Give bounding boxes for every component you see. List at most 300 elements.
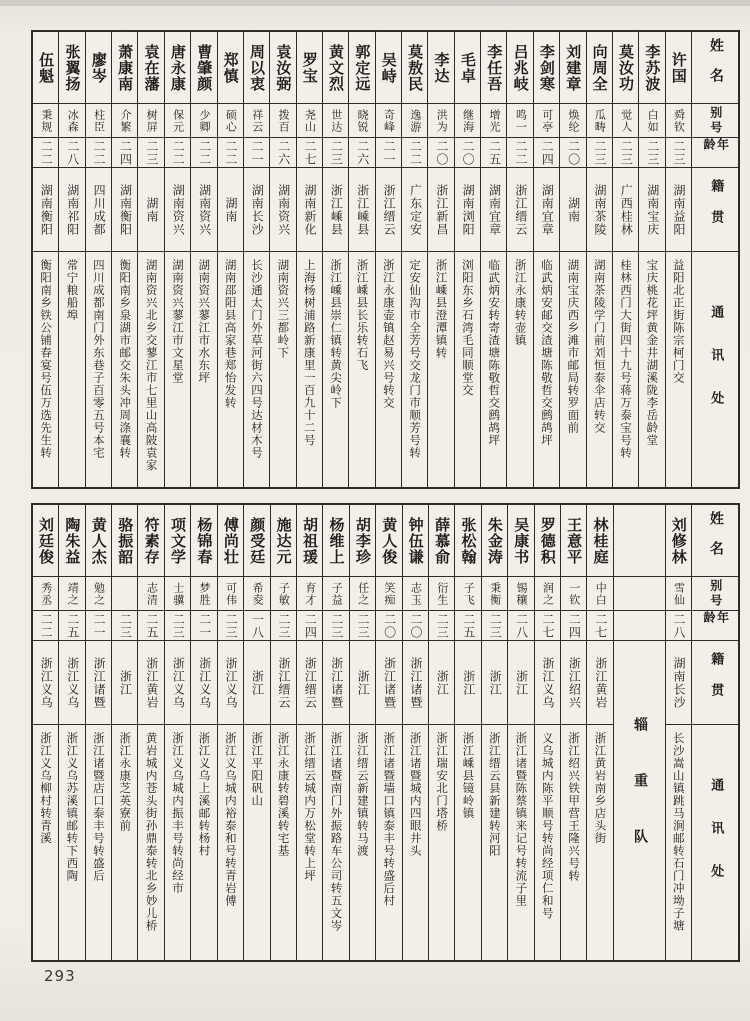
person-origin-cell: 湖南资兴 <box>270 168 295 252</box>
person-alias-cell: 育才 <box>297 577 322 611</box>
person-alias-cell: 世达 <box>323 104 348 138</box>
header-column <box>691 32 738 487</box>
header-origin: 籍贯 <box>692 168 738 252</box>
person-age-cell: 二三 <box>112 611 137 641</box>
person-origin-cell: 浙江 <box>350 641 375 725</box>
person-column <box>137 505 163 960</box>
person-name-cell: 王意平 <box>561 505 586 577</box>
person-origin-cell: 浙江缙云 <box>376 168 401 252</box>
person-name-cell: 向周全 <box>587 32 612 104</box>
person-origin-cell: 湖南衡阳 <box>112 168 137 252</box>
person-column <box>665 505 691 960</box>
person-origin-cell: 湖南长沙 <box>244 168 269 252</box>
person-name-cell: 李达 <box>428 32 453 104</box>
person-column <box>164 32 190 487</box>
person-name-cell: 周以衷 <box>244 32 269 104</box>
person-address-cell: 衡阳南乡铁公铺春宴号伍万选先生转 <box>39 259 54 459</box>
person-address-cell: 临武炳安转寄渣塘陈敬哲交鹧鸪坪 <box>487 259 502 447</box>
person-origin-cell: 湖南长沙 <box>666 641 691 725</box>
person-address-cell: 浙江义乌城内振丰号转尚经市 <box>171 732 186 895</box>
header-origin: 籍贯 <box>692 641 738 725</box>
person-age-cell: 二三 <box>218 611 243 641</box>
person-age-cell: 二七 <box>587 611 612 641</box>
person-age-cell: 二四 <box>561 611 586 641</box>
person-alias-cell: 舜钦 <box>666 104 691 138</box>
person-column <box>111 32 137 487</box>
person-alias-cell: 鸣一 <box>507 104 532 138</box>
person-age-cell: 二二 <box>191 138 216 168</box>
person-name-cell: 伍魁 <box>33 32 58 104</box>
person-address-cell: 浙江永康芝英寮前 <box>118 732 133 832</box>
person-address-cell: 桂林西门大街四十九号蒋万泰宝号转 <box>619 259 634 459</box>
person-name-cell: 郭定远 <box>349 32 374 104</box>
person-alias-cell: 一钦 <box>561 577 586 611</box>
person-age-cell: 二二 <box>218 138 243 168</box>
person-origin-cell: 浙江义乌 <box>191 641 216 725</box>
person-origin-cell: 浙江缙云 <box>297 641 322 725</box>
person-column <box>534 505 560 960</box>
person-address-cell: 浙江义乌上溪邮转杨村 <box>197 732 212 857</box>
person-age-cell: 二三 <box>482 611 507 641</box>
person-alias-cell: 冰森 <box>59 104 84 138</box>
person-name-cell: 莫汝功 <box>613 32 638 104</box>
person-origin-cell: 四川成都 <box>86 168 111 252</box>
person-origin-cell: 湖南 <box>560 168 585 252</box>
person-address-cell: 上海杨树浦路新康里一百九十二号 <box>302 259 317 447</box>
person-name-cell: 李苏波 <box>639 32 664 104</box>
person-address-cell: 湖南资兴蓼江市水东坪 <box>197 259 212 384</box>
person-origin-cell: 湖南浏阳 <box>455 168 480 252</box>
person-address-cell: 义乌城内陈平顺号转尚经项仁和号 <box>540 732 555 920</box>
person-column <box>586 505 612 960</box>
directory-table-bottom <box>31 503 740 962</box>
person-address-cell: 湖南资兴三都岭下 <box>276 259 291 359</box>
person-column <box>33 505 58 960</box>
person-origin-cell: 浙江义乌 <box>218 641 243 725</box>
person-age-cell: 二八 <box>666 611 691 641</box>
person-name-cell: 颜受廷 <box>244 505 269 577</box>
person-age-cell: 二八 <box>508 611 533 641</box>
person-column <box>506 32 532 487</box>
person-name-cell: 骆振韶 <box>112 505 137 577</box>
person-origin-cell: 浙江黄岩 <box>587 641 612 725</box>
person-column <box>58 505 84 960</box>
person-origin-cell: 浙江诸暨 <box>403 641 428 725</box>
person-age-cell: 二七 <box>535 611 560 641</box>
person-origin-cell: 浙江 <box>244 641 269 725</box>
person-name-cell: 朱金涛 <box>482 505 507 577</box>
person-age-cell: 二二 <box>402 138 427 168</box>
person-column <box>58 32 84 487</box>
person-alias-cell: 焕纶 <box>560 104 585 138</box>
header-address: 通讯处 <box>708 778 724 907</box>
person-origin-cell: 湖南宝庆 <box>639 168 664 252</box>
person-name-cell: 刘廷俊 <box>33 505 58 577</box>
unit-label-cell: 辎重队 <box>632 716 649 885</box>
person-origin-cell: 湖南益阳 <box>666 168 691 252</box>
person-age-cell: 二三 <box>138 138 163 168</box>
person-age-cell: 二八 <box>59 138 84 168</box>
person-age-cell: 二三 <box>613 138 638 168</box>
person-age-cell: 二三 <box>323 611 348 641</box>
person-origin-cell: 浙江 <box>429 641 454 725</box>
person-column <box>33 32 58 487</box>
header-name: 姓名 <box>692 505 738 577</box>
person-alias-cell: 秉规 <box>33 104 58 138</box>
header-age: 年龄 <box>692 611 738 641</box>
person-alias-cell: 保元 <box>165 104 190 138</box>
person-name-cell: 符素存 <box>138 505 163 577</box>
person-origin-cell: 浙江缙云 <box>507 168 532 252</box>
person-alias-cell: 继海 <box>455 104 480 138</box>
person-alias-cell: 志清 <box>138 577 163 611</box>
person-column <box>507 505 533 960</box>
person-alias-cell: 柱臣 <box>86 104 111 138</box>
person-age-cell: 二四 <box>112 138 137 168</box>
person-name-cell: 施达元 <box>271 505 296 577</box>
person-address-cell: 浙江绍兴铁甲营王隆兴号转 <box>567 732 582 882</box>
person-name-cell: 吴峙 <box>376 32 401 104</box>
person-alias-cell: 子敏 <box>271 577 296 611</box>
header-alias: 别号 <box>692 577 738 611</box>
person-alias-cell: 少卿 <box>191 104 216 138</box>
person-alias-cell: 子飞 <box>455 577 480 611</box>
person-address-cell: 浙江诸暨陈蔡镇来记号转流子里 <box>514 732 529 907</box>
person-address-cell: 定安仙沟市全芳号交龙门市顺芳号转 <box>408 259 423 459</box>
person-age-cell: 二三 <box>165 611 190 641</box>
person-column <box>137 32 163 487</box>
header-column <box>691 505 738 960</box>
person-name-cell: 傅尚壮 <box>218 505 243 577</box>
person-column <box>428 505 454 960</box>
person-column <box>402 505 428 960</box>
person-age-cell: 二一 <box>191 611 216 641</box>
person-column <box>533 32 559 487</box>
person-address-cell: 衡阳南乡泉湖市邮交朱头冲周涤襄转 <box>118 259 133 459</box>
person-age-cell: 二三 <box>639 138 664 168</box>
person-address-cell: 湖南资兴蓼江市文星堂 <box>170 259 185 384</box>
person-column <box>243 505 269 960</box>
person-column <box>322 505 348 960</box>
page-number: 293 <box>44 967 76 985</box>
person-column <box>190 505 216 960</box>
person-name-cell: 李剑寒 <box>534 32 559 104</box>
person-column <box>427 32 453 487</box>
person-alias-cell: 秀丞 <box>33 577 58 611</box>
person-age-cell: 二六 <box>270 138 295 168</box>
person-alias-cell: 希夌 <box>244 577 269 611</box>
person-column <box>243 32 269 487</box>
person-alias-cell: 笑痴 <box>376 577 401 611</box>
person-address-cell: 浙江嵊县镜岭镇 <box>461 732 476 820</box>
person-name-cell: 黄文烈 <box>323 32 348 104</box>
person-name-cell <box>614 505 665 577</box>
person-address-cell: 浏阳东乡石湾毛同顺堂交 <box>460 259 475 397</box>
person-origin-cell: 浙江义乌 <box>165 641 190 725</box>
person-address-cell: 浙江平阳矾山 <box>250 732 265 807</box>
person-column <box>375 505 401 960</box>
person-origin-cell: 浙江义乌 <box>535 641 560 725</box>
person-address-cell: 浙江诸暨墙口镇泰丰号转盛后村 <box>382 732 397 907</box>
person-origin-cell: 湖南 <box>218 168 243 252</box>
person-column <box>217 505 243 960</box>
person-age-cell: 二一 <box>86 611 111 641</box>
person-address-cell: 益阳北正街陈宗柯门交 <box>671 259 686 384</box>
person-name-cell: 吕兆岐 <box>507 32 532 104</box>
person-column <box>269 32 295 487</box>
person-origin-cell: 浙江绍兴 <box>561 641 586 725</box>
person-alias-cell: 靖之 <box>59 577 84 611</box>
person-age-cell <box>614 611 665 641</box>
person-age-cell: 二五 <box>481 138 506 168</box>
person-alias-cell: 觉人 <box>613 104 638 138</box>
person-address-cell: 宝庆桃花坪黄金井湖溪陇李岳龄堂 <box>645 259 660 447</box>
person-address-cell: 临武炳安邮交渣塘陈敬哲交鹧鸪坪 <box>539 259 554 447</box>
person-name-cell: 杨锦春 <box>191 505 216 577</box>
person-alias-cell: 洪为 <box>428 104 453 138</box>
person-origin-cell: 广东定安 <box>402 168 427 252</box>
person-age-cell: 二三 <box>429 611 454 641</box>
person-alias-cell: 树屏 <box>138 104 163 138</box>
person-age-cell: 二三 <box>350 611 375 641</box>
person-origin-cell: 浙江 <box>482 641 507 725</box>
person-column <box>560 505 586 960</box>
person-origin-cell: 浙江 <box>112 641 137 725</box>
person-name-cell: 萧康南 <box>112 32 137 104</box>
person-age-cell: 二〇 <box>376 611 401 641</box>
person-alias-cell: 增光 <box>481 104 506 138</box>
person-address-cell: 常宁粮船埠 <box>65 259 80 322</box>
person-alias-cell: 拨百 <box>270 104 295 138</box>
person-age-cell: 二六 <box>349 138 374 168</box>
person-alias-cell: 润之 <box>535 577 560 611</box>
person-age-cell: 一八 <box>244 611 269 641</box>
person-column <box>296 505 322 960</box>
person-address-cell: 浙江永康转壶镇 <box>513 259 528 347</box>
person-age-cell: 二三 <box>666 138 691 168</box>
person-origin-cell: 湖南 <box>138 168 163 252</box>
person-alias-cell: 子益 <box>323 577 348 611</box>
person-name-cell: 张松翰 <box>455 505 480 577</box>
person-origin-cell: 浙江缙云 <box>271 641 296 725</box>
person-address-cell: 浙江义乌城内裕泰和号转青岩傅 <box>223 732 238 907</box>
person-name-cell: 毛卓 <box>455 32 480 104</box>
person-age-cell: 二五 <box>455 611 480 641</box>
person-address-cell: 浙江缙云城内万松堂转上坪 <box>303 732 318 882</box>
person-address-cell: 浙江诸暨南门外振路车公司转五文岑 <box>329 732 344 932</box>
person-column <box>638 32 664 487</box>
person-address-cell: 长沙通太门外草河街六四号达材木号 <box>250 259 265 459</box>
person-alias-cell: 梦胜 <box>191 577 216 611</box>
person-age-cell: 二四 <box>297 611 322 641</box>
person-column <box>85 32 111 487</box>
person-origin-cell: 湖南祁阳 <box>59 168 84 252</box>
person-address-cell: 浙江嵊县崇仁镇转黄尖岭下 <box>329 259 344 409</box>
person-column <box>270 505 296 960</box>
person-name-cell: 罗宝 <box>297 32 322 104</box>
person-column <box>480 32 506 487</box>
person-name-cell: 杨维上 <box>323 505 348 577</box>
person-name-cell: 刘建章 <box>560 32 585 104</box>
person-alias-cell: 可亭 <box>534 104 559 138</box>
person-address-cell: 湖南茶陵学门前刘恒泰伞店转交 <box>592 259 607 434</box>
header-alias: 别号 <box>692 104 738 138</box>
person-origin-cell: 湖南新化 <box>297 168 322 252</box>
person-age-cell: 二三 <box>271 611 296 641</box>
person-age-cell: 二二 <box>165 138 190 168</box>
person-alias-cell: 奇峰 <box>376 104 401 138</box>
person-origin-cell: 浙江诸暨 <box>376 641 401 725</box>
person-address-cell: 湖南宝庆西乡滩市邮局转罗面前 <box>566 259 581 434</box>
person-name-cell: 胡李珍 <box>350 505 375 577</box>
person-alias-cell: 可伟 <box>218 577 243 611</box>
person-column <box>348 32 374 487</box>
person-alias-cell <box>614 577 665 611</box>
scan-edge-shadow <box>0 0 750 6</box>
person-column <box>559 32 585 487</box>
person-origin-cell: 湖南宜章 <box>534 168 559 252</box>
person-age-cell: 二〇 <box>403 611 428 641</box>
person-name-cell: 吴康书 <box>508 505 533 577</box>
person-alias-cell: 士骥 <box>165 577 190 611</box>
person-origin-cell: 广西桂林 <box>613 168 638 252</box>
person-age-cell: 二二 <box>507 138 532 168</box>
person-age-cell: 二五 <box>59 611 84 641</box>
person-age-cell: 二一 <box>376 138 401 168</box>
person-age-cell: 二一 <box>244 138 269 168</box>
person-age-cell: 二七 <box>297 138 322 168</box>
person-name-cell: 钟伍谦 <box>403 505 428 577</box>
person-origin-cell: 浙江黄岩 <box>138 641 163 725</box>
person-age-cell: 二〇 <box>428 138 453 168</box>
person-age-cell: 二二 <box>33 138 58 168</box>
header-address: 通讯处 <box>708 305 724 434</box>
person-address-cell: 黄岩城内苍头街孙鼎泰转北乡妙儿桥 <box>144 732 159 932</box>
person-name-cell: 胡祖瑗 <box>297 505 322 577</box>
person-alias-cell: 任之 <box>350 577 375 611</box>
person-column <box>296 32 322 487</box>
header-name: 姓名 <box>692 32 738 104</box>
person-origin-cell: 湖南资兴 <box>165 168 190 252</box>
person-address-cell: 浙江永康壶镇赵易兴号转交 <box>381 259 396 409</box>
directory-table-top <box>31 30 740 489</box>
person-alias-cell: 瓜畴 <box>587 104 612 138</box>
person-column <box>164 505 190 960</box>
person-alias-cell: 志玉 <box>403 577 428 611</box>
person-address-cell: 浙江义乌苏溪镇邮转下西陶 <box>65 732 80 882</box>
person-age-cell: 二〇 <box>455 138 480 168</box>
person-alias-cell: 衍生 <box>429 577 454 611</box>
person-column <box>217 32 243 487</box>
person-origin-cell: 浙江诸暨 <box>323 641 348 725</box>
person-name-cell: 郑慎 <box>218 32 243 104</box>
person-address-cell: 长沙嵩山镇跳马涧邮转石门冲坳子塘 <box>671 732 686 932</box>
person-origin-cell: 浙江义乌 <box>33 641 58 725</box>
person-address-cell: 浙江嵊县长乐转石飞 <box>355 259 370 372</box>
person-column <box>454 32 480 487</box>
person-column <box>665 32 691 487</box>
person-age-cell: 二三 <box>587 138 612 168</box>
person-column <box>85 505 111 960</box>
person-address-cell: 湖南邵阳县高家巷郑怡发转 <box>223 259 238 409</box>
person-alias-cell: 介繁 <box>112 104 137 138</box>
person-column <box>111 505 137 960</box>
person-address-cell: 浙江瑞安北门塔桥 <box>435 732 450 832</box>
person-origin-cell: 湖南衡阳 <box>33 168 58 252</box>
person-address-cell: 浙江黄岩南乡店头街 <box>593 732 608 845</box>
person-address-cell: 浙江诸暨店口泰丰号转盛后 <box>91 732 106 882</box>
person-name-cell: 陶朱益 <box>59 505 84 577</box>
person-address-cell: 湖南资兴北乡交蓼江市七里山高陂袁家 <box>144 259 159 472</box>
person-name-cell: 许国 <box>666 32 691 104</box>
person-origin-cell: 湖南茶陵 <box>587 168 612 252</box>
person-address-cell: 浙江缙云县新建转河阳 <box>487 732 502 857</box>
person-name-cell: 项文学 <box>165 505 190 577</box>
person-name-cell: 曹肇颜 <box>191 32 216 104</box>
person-age-cell: 二五 <box>138 611 163 641</box>
person-name-cell: 林桂庭 <box>587 505 612 577</box>
person-alias-cell: 尧山 <box>297 104 322 138</box>
person-column <box>401 32 427 487</box>
person-column <box>612 32 638 487</box>
person-age-cell: 二〇 <box>560 138 585 168</box>
person-name-cell: 袁在藩 <box>138 32 163 104</box>
person-alias-cell: 中白 <box>587 577 612 611</box>
person-alias-cell: 秉衡 <box>482 577 507 611</box>
person-address-cell: 浙江诸暨城内四眼井头 <box>408 732 423 857</box>
person-column <box>375 32 401 487</box>
person-origin-cell: 湖南宜章 <box>481 168 506 252</box>
person-name-cell: 张翼扬 <box>59 32 84 104</box>
person-name-cell: 薛慕俞 <box>429 505 454 577</box>
person-origin-cell: 湖南资兴 <box>191 168 216 252</box>
person-alias-cell <box>112 577 137 611</box>
person-origin-cell: 浙江新昌 <box>428 168 453 252</box>
person-name-cell: 廖岑 <box>86 32 111 104</box>
person-age-cell: 二二 <box>86 138 111 168</box>
person-alias-cell: 硕心 <box>218 104 243 138</box>
person-column <box>586 32 612 487</box>
person-address-cell: 浙江缙云新建镇转马渡 <box>355 732 370 857</box>
person-alias-cell: 雪仙 <box>666 577 691 611</box>
person-origin-cell: 浙江嵊县 <box>323 168 348 252</box>
person-name-cell: 唐永康 <box>165 32 190 104</box>
person-origin-cell: 浙江诸暨 <box>86 641 111 725</box>
person-name-cell: 刘修林 <box>666 505 691 577</box>
person-age-cell: 二二 <box>33 611 58 641</box>
person-alias-cell: 祥云 <box>244 104 269 138</box>
person-name-cell: 袁汝弼 <box>270 32 295 104</box>
person-name-cell: 莫敖民 <box>402 32 427 104</box>
person-alias-cell: 晓锐 <box>349 104 374 138</box>
person-alias-cell: 勉之 <box>86 577 111 611</box>
person-address-cell: 浙江嵊县澄潭镇转 <box>434 259 449 359</box>
person-column <box>481 505 507 960</box>
person-origin-cell: 浙江义乌 <box>59 641 84 725</box>
person-address-cell: 四川成都南门外东巷子百零五号本宅 <box>91 259 106 459</box>
person-column <box>322 32 348 487</box>
person-address-cell: 浙江永康转碧溪转宅基 <box>276 732 291 857</box>
unit-column <box>613 505 665 960</box>
person-column <box>190 32 216 487</box>
header-age: 年龄 <box>692 138 738 168</box>
person-alias-cell: 锡穰 <box>508 577 533 611</box>
person-age-cell: 二四 <box>534 138 559 168</box>
person-age-cell: 二三 <box>323 138 348 168</box>
person-name-cell: 罗德积 <box>535 505 560 577</box>
person-address-cell: 浙江义乌柳村转青溪 <box>39 732 53 845</box>
person-name-cell: 李任吾 <box>481 32 506 104</box>
